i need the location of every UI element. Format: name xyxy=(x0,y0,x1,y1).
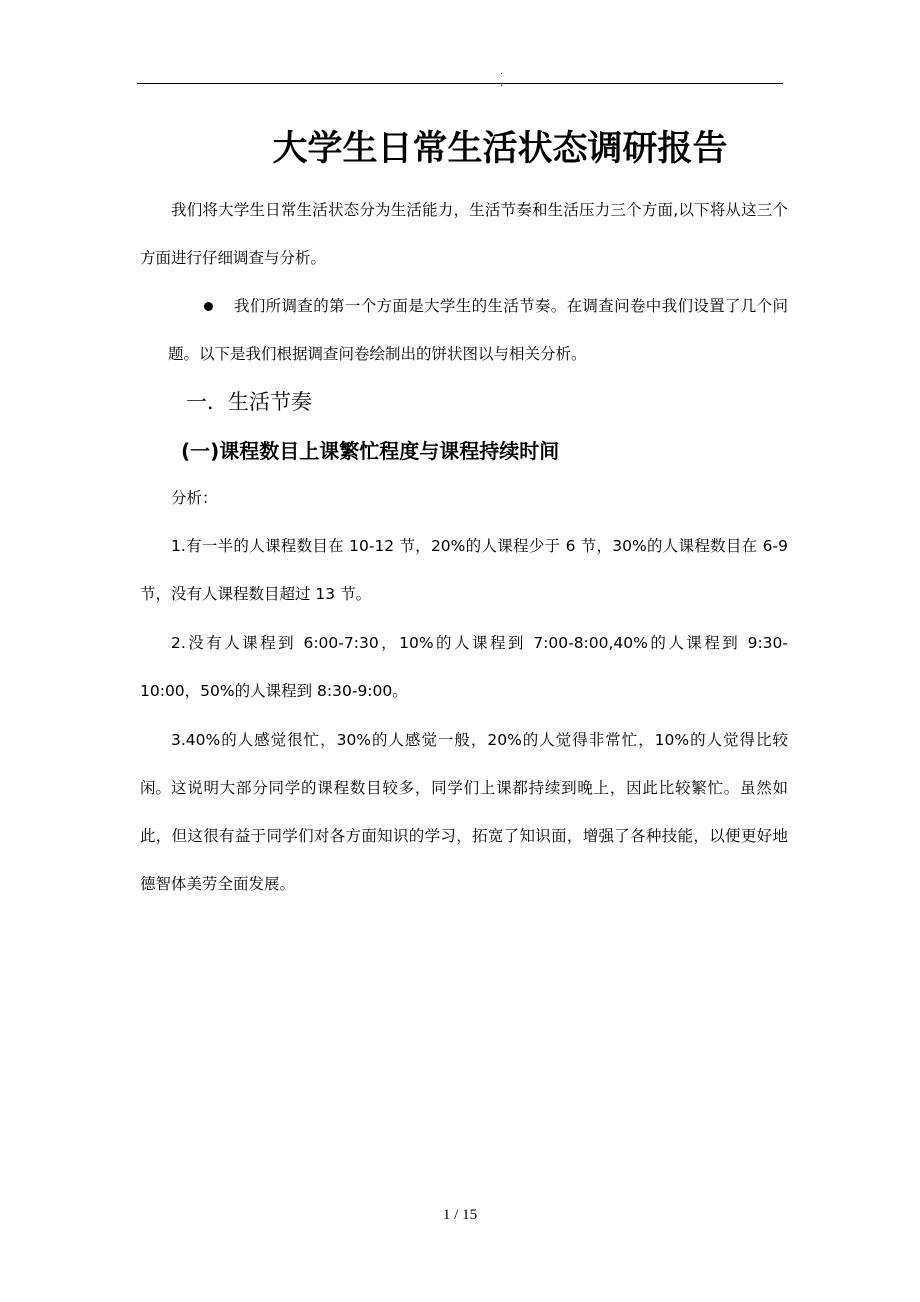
analysis-point-3: 3.40%的人感觉很忙，30%的人感觉一般，20%的人觉得非常忙，10%的人觉得比较闲。 xyxy=(140,731,788,797)
conclusion-paragraph: 这说明大部分同学的课程数目较多，同学们上课都持续到晚上，因此比较繁忙。虽然如此，但这很有益于同学们对各方面知识的学习，拓宽了知识面，增强了各种技能，以便更好地德智体美劳全面发展。 xyxy=(140,779,788,893)
bullet-item xyxy=(168,282,788,378)
page-number: 1 / 15 xyxy=(442,1207,478,1223)
analysis-point-1: 1.有一半的人课程数目在 10-12 节，20%的人课程少于 6 节，30%的人课程数目在 6-9 节，没有人课程数目超过 13 节。 xyxy=(140,537,788,603)
intro-paragraph: 我们将大学生日常生活状态分为生活能力，生活节奏和生活压力三个方面,以下将从这三个方面进行仔细调查与分析。 xyxy=(140,201,788,267)
subsection-heading: (一)课程数目上课繁忙程度与课程持续时间 xyxy=(181,439,560,463)
header-mark: . . xyxy=(500,66,526,89)
bullet-dot-icon xyxy=(204,302,213,311)
analysis-point-2: 2.没有人课程到 6:00-7:30，10%的人课程到 7:00-8:00,40%的人课程到 9:30-10:00，50%的人课程到 8:30-9:00。 xyxy=(140,634,788,700)
section-heading: 一．生活节奏 xyxy=(186,390,312,414)
analysis-label: 分析： xyxy=(171,489,218,507)
bullet-text: 我们所调查的第一个方面是大学生的生活节奏。在调查问卷中我们设置了几个问题。以下是我们根据调查问卷绘制出的饼状图以与相关分析。 xyxy=(168,297,788,363)
header-rule xyxy=(137,83,783,84)
document-title: 大学生日常生活状态调研报告 xyxy=(272,129,728,169)
